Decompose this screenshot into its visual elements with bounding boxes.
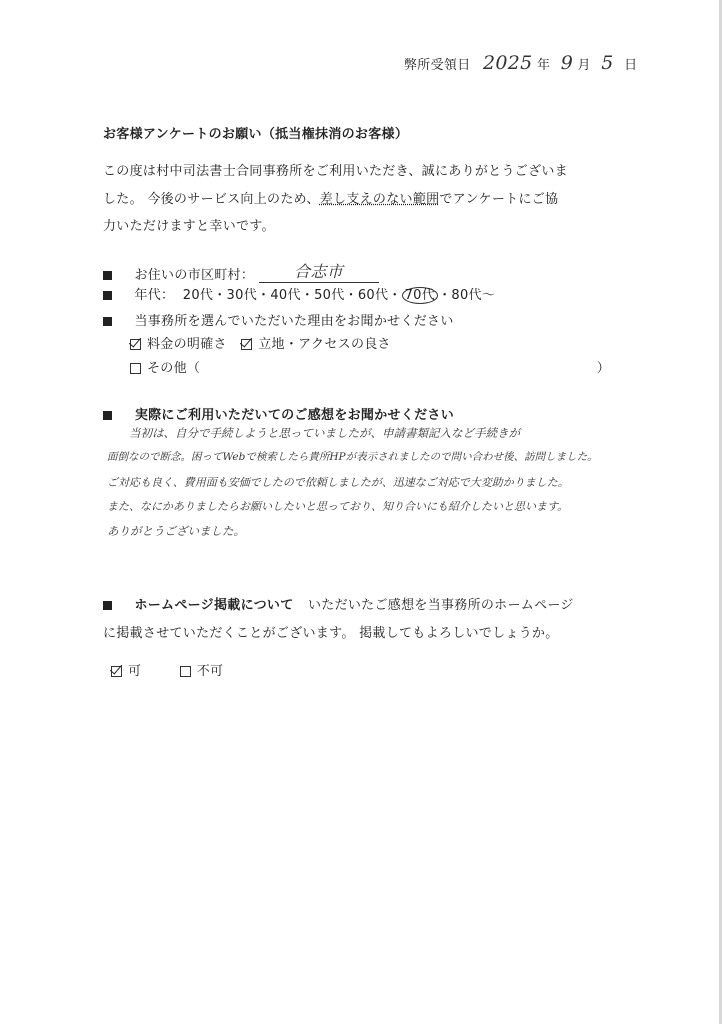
homepage-text-1: いただいたご感想を当事務所のホームページ <box>307 598 574 613</box>
bullet-square-icon <box>103 317 112 326</box>
age-option-selected[interactable]: 70代 <box>402 287 438 304</box>
received-month: 9 <box>560 52 574 74</box>
q-feedback <box>103 404 454 423</box>
age-option[interactable]: 40代 <box>270 288 301 303</box>
q-age: 年代： 20代・30代・40代・50代・60代・ 70代 ・80代～ <box>103 284 495 303</box>
consent-yes-label: 可 <box>128 664 142 679</box>
reason-label-location: 立地・アクセスの良さ <box>258 337 391 352</box>
feedback-line: ありがとうございました。 <box>107 524 245 538</box>
intro-line-1: この度は村中司法書士合同事務所をご利用いただき、誠にありがとうございま <box>103 164 568 179</box>
intro-line-2 <box>103 188 558 207</box>
bullet-square-icon <box>103 291 112 300</box>
bullet-square-icon <box>103 601 112 610</box>
bullet-square-icon <box>103 271 112 280</box>
q-reason-label: 当事務所を選んでいただいた理由をお聞かせください <box>134 314 454 329</box>
address-answer: 合志市 <box>294 262 344 281</box>
reason-checkbox-other[interactable] <box>130 363 141 374</box>
q-address <box>103 259 379 283</box>
received-day-unit: 日 <box>624 58 638 73</box>
received-year: 2025 <box>482 52 533 74</box>
q-homepage <box>103 594 574 613</box>
reason-other-label: その他（ <box>147 361 201 376</box>
homepage-label: ホームページ掲載について <box>134 598 294 613</box>
q-feedback-label: 実際にご利用いただいてのご感想をお聞かせください <box>134 408 455 423</box>
address-field[interactable] <box>259 259 379 283</box>
q-address-label: お住いの市区町村： <box>134 268 255 283</box>
age-option[interactable]: 50代 <box>314 288 345 303</box>
reason-checkbox-location[interactable] <box>241 339 252 350</box>
reason-other-close: ） <box>596 361 610 376</box>
q-reason <box>103 310 454 329</box>
age-option[interactable]: 60代 <box>357 288 389 303</box>
received-year-unit: 年 <box>536 58 551 73</box>
received-day: 5 <box>601 52 614 74</box>
intro-line-2c: でアンケートにご協 <box>439 192 559 207</box>
feedback-line: 面倒なので断念。困ってWebで検索したら貴所HPが表示されましたので問い合わせ後、訪問しました。 <box>107 451 598 463</box>
feedback-line: 当初は、自分で手続しようと思っていましたが、申請書類記入など手続きが <box>129 426 520 440</box>
homepage-consent <box>111 660 223 679</box>
reason-checkbox-price[interactable] <box>130 339 141 350</box>
survey-title: お客様アンケートのお願い（抵当権抹消のお客様） <box>103 127 409 142</box>
intro-emphasis: 差し支えのない範囲 <box>319 192 440 207</box>
bullet-square-icon <box>103 411 112 420</box>
consent-no-label: 不可 <box>196 664 224 679</box>
consent-yes-checkbox[interactable] <box>111 666 122 677</box>
feedback-line: また、なにかありましたらお願いしたいと思っており、知り合いにも紹介したいと思います。 <box>107 500 569 513</box>
consent-no-checkbox[interactable] <box>180 666 191 677</box>
q-age-label: 年代： <box>134 288 175 303</box>
reason-options <box>130 333 391 352</box>
intro-line-2a: した。 今後のサービス向上のため、 <box>103 192 320 207</box>
reason-other <box>130 357 610 376</box>
reason-label-price: 料金の明確さ <box>147 337 227 352</box>
age-option[interactable]: 20代 <box>182 288 214 303</box>
received-label: 弊所受領日 <box>404 58 471 73</box>
received-month-unit: 月 <box>577 58 591 73</box>
homepage-text-2: に掲載させていただくことがございます。 掲載してもよろしいでしょうか。 <box>103 626 559 641</box>
feedback-line: ご対応も良く、費用面も安価でしたので依頼しましたが、迅速なご対応で大変助かりました。 <box>107 476 569 489</box>
intro-line-3: 力いただけますと幸いです。 <box>103 219 275 234</box>
age-option[interactable]: 80代～ <box>451 288 496 303</box>
age-option[interactable]: 30代 <box>226 288 257 303</box>
received-date <box>404 52 637 74</box>
